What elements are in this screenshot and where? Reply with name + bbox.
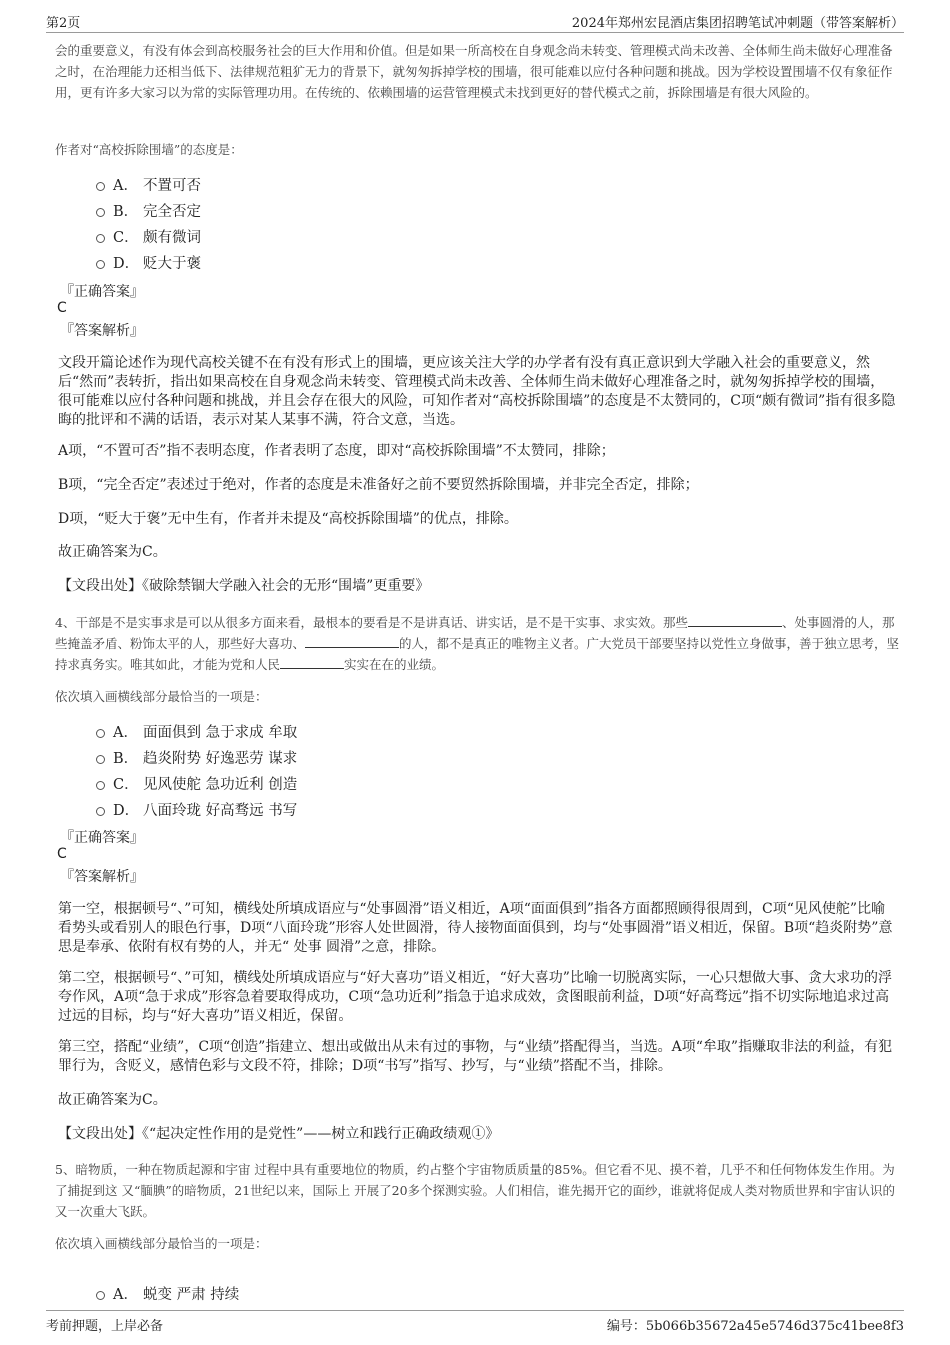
- q4-stem: 4、干部是不是实事求是可以从很多方面来看，最根本的要看是不是讲真话、讲实话，是不是干实事、求实效。那些 、处事圆滑的人，那些掩盖矛盾、粉饰太平的人，那些好大喜功、 的人，都不是真正的唯物主义者。广大党员干部要坚持以党性立身做事，善于独立思考，坚持求真务实。唯其如此，才能为党和人民 实实在在的业绩。: [55, 615, 900, 672]
- page-number: 第2页: [46, 16, 81, 31]
- q3-analysis-2: A项，“不置可否”指不表明态度，作者表明了态度，即对“高校拆除围墙”不太赞同，排除；: [58, 443, 615, 459]
- document-title: 2024年郑州宏昆酒店集团招聘笔试冲刺题（带答案解析）: [571, 16, 904, 31]
- q4-option-d[interactable]: D． 八面玲珑 好高骛远 书写: [96, 796, 297, 822]
- document-id: 编号：5b066b35672a45e5746d375c41bee8f3: [606, 1319, 904, 1334]
- q3-analysis-label: 『答案解析』: [60, 323, 144, 339]
- q3-source: 【文段出处】《破除禁锢大学融入社会的无形“围墙”更重要》: [58, 578, 430, 594]
- q4-analysis-3: 第三空，搭配“业绩”，C项“创造”指建立、想出或做出从未有过的事物，与“业绩”搭配得当，当选。A项“牟取”指赚取非法的利益，有犯罪行为，含贬义，感情色彩与文段不符，排除；D项“书写”指写、抄写，与“业绩”搭配不当，排除。: [58, 1039, 893, 1074]
- radio-icon[interactable]: [96, 260, 105, 269]
- q4-analysis-2: 第二空，根据顿号“、”可知，横线处所填成语应与“好大喜功”语义相近，“好大喜功”比喻一切脱离实际，一心只想做大事、贪大求功的浮夸作风，A项“急于求成”形容急着要取得成功，C项“急功近利”指急于追求成效，贪图眼前利益，D项“好高骛远”指不切实际地追求过高过远的目标，均与“好大喜功”语义相近，保留。: [58, 970, 892, 1024]
- q3-options: [96, 171, 201, 275]
- q3-question: 作者对“高校拆除围墙”的态度是：: [55, 142, 243, 157]
- radio-icon[interactable]: [96, 729, 105, 738]
- blank-1[interactable]: [688, 614, 782, 627]
- radio-icon[interactable]: [96, 234, 105, 243]
- q4-option-c[interactable]: C． 见风使舵 急功近利 创造: [96, 770, 297, 796]
- q3-analysis-4: D项，“贬大于褒”无中生有，作者并未提及“高校拆除围墙”的优点，排除。: [58, 511, 518, 527]
- q3-passage: 会的重要意义，有没有体会到高校服务社会的巨大作用和价值。但是如果一所高校在自身观念尚未转变、管理模式尚未改善、全体师生尚未做好心理准备之时，在治理能力还相当低下、法律规范粗犷无力的背景下，就匆匆拆掉学校的围墙，很可能难以应付各种问题和挑战。因为学校设置围墙不仅有象征作用，更有许多大家习以为常的实际管理功用。在传统的、依赖围墙的运营管理模式未找到更好的替代模式之前，拆除围墙是有很大风险的。: [55, 43, 893, 100]
- q3-option-a[interactable]: A． 不置可否: [96, 171, 201, 197]
- radio-icon[interactable]: [96, 781, 105, 790]
- q5-option-a[interactable]: A． 蜕变 严肃 持续: [96, 1280, 239, 1306]
- blank-2[interactable]: [305, 635, 399, 648]
- q3-option-c[interactable]: C． 颇有微词: [96, 223, 201, 249]
- q4-option-a[interactable]: A． 面面俱到 急于求成 牟取: [96, 718, 297, 744]
- page-header: [46, 10, 904, 33]
- q4-source: 【文段出处】《“起决定性作用的是党性”——树立和践行正确政绩观①》: [58, 1126, 500, 1142]
- q4-analysis-label: 『答案解析』: [60, 869, 144, 885]
- q4-answer: C: [57, 846, 67, 862]
- q4-option-b[interactable]: B． 趋炎附势 好逸恶劳 谋求: [96, 744, 297, 770]
- q5-options: [96, 1280, 239, 1306]
- q3-answer: C: [57, 300, 67, 316]
- radio-icon[interactable]: [96, 755, 105, 764]
- q3-analysis-3: B项，“完全否定”表述过于绝对，作者的态度是未准备好之前不要贸然拆除围墙，并非完全否定，排除；: [58, 477, 699, 493]
- q4-options: [96, 718, 297, 822]
- q3-answer-label: 『正确答案』: [60, 284, 144, 300]
- page-footer: [46, 1310, 904, 1333]
- q4-question: 依次填入画横线部分最恰当的一项是：: [55, 689, 268, 704]
- radio-icon[interactable]: [96, 208, 105, 217]
- q3-analysis-5: 故正确答案为C。: [58, 544, 167, 560]
- blank-3[interactable]: [280, 656, 344, 669]
- radio-icon[interactable]: [96, 1291, 105, 1300]
- q4-answer-label: 『正确答案』: [60, 830, 144, 846]
- q3-option-b[interactable]: B． 完全否定: [96, 197, 201, 223]
- q3-option-d[interactable]: D． 贬大于褒: [96, 249, 201, 275]
- radio-icon[interactable]: [96, 807, 105, 816]
- q4-analysis-1: 第一空，根据顿号“、”可知，横线处所填成语应与“处事圆滑”语义相近，A项“面面俱到”指各方面都照顾得很周到，C项“见风使舵”比喻看势头或看别人的眼色行事，D项“八面玲珑”形容人处世圆滑，待人接物面面俱到，均与“处事圆滑”语义相近，保留。B项“趋炎附势”意思是奉承、依附有权有势的人，并无“ 处事 圆滑”之意，排除。: [58, 901, 893, 955]
- q4-analysis-4: 故正确答案为C。: [58, 1092, 167, 1108]
- radio-icon[interactable]: [96, 182, 105, 191]
- q3-analysis-1: 文段开篇论述作为现代高校关键不在有没有形式上的围墙，更应该关注大学的办学者有没有真正意识到大学融入社会的重要意义，然后“然而”表转折，指出如果高校在自身观念尚未转变、管理模式尚未改善、全体师生尚未做好心理准备之时，就匆匆拆掉学校的围墙，很可能难以应付各种问题和挑战，并且会存在很大的风险，可知作者对“高校拆除围墙”的态度是不太赞同的，C项“颇有微词”指有很多隐晦的批评和不满的话语，表示对某人某事不满，符合文意，当选。: [58, 355, 896, 428]
- q5-stem: 5、暗物质，一种在物质起源和宇宙 过程中具有重要地位的物质，约占整个宇宙物质质量的85%。但它看不见、摸不着，几乎不和任何物体发生作用。为了捕捉到这 又“腼腆”的暗物质，21世纪以来，国际上 开展了20多个探测实验。人们相信，谁先揭开它的面纱，谁就将促成人类对物质世界和宇宙认识的又一次重大飞跃。: [55, 1162, 896, 1219]
- q5-question: 依次填入画横线部分最恰当的一项是：: [55, 1236, 268, 1251]
- footer-slogan: 考前押题，上岸必备: [46, 1319, 164, 1334]
